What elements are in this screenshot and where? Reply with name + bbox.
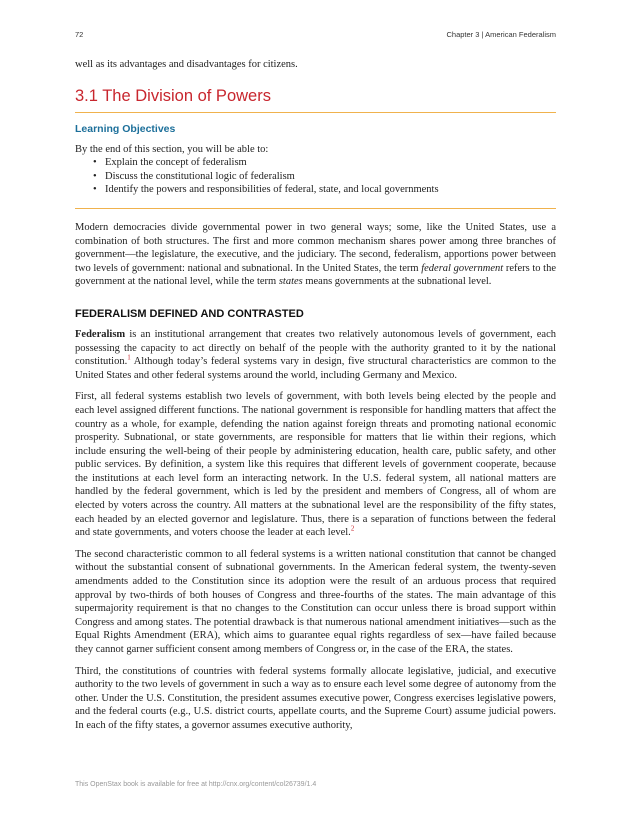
footnote-link-2[interactable]: 2 xyxy=(350,524,355,533)
footer-note: This OpenStax book is available for free at http://cnx.org/content/col26739/1.4 xyxy=(75,781,317,788)
list-item: • Discuss the constitutional logic of federalism xyxy=(105,170,556,184)
page-content xyxy=(75,58,556,741)
learning-objectives-list xyxy=(75,156,556,197)
intro-line: well as its advantages and disadvantages for citizens. xyxy=(75,59,298,70)
term-states: states xyxy=(278,276,303,288)
term-federal-government: federal government xyxy=(421,262,504,274)
learning-objectives-title: Learning Objectives xyxy=(75,122,176,135)
paragraph-second-characteristic: The second characteristic common to all federal systems is a written national constitution that cannot be changed without the substantial consent of subnational governments. In the American federal system, the twenty-seven amendments added to the Constitution since its adoption were the result of an arduous process that required approval by two-thirds of both houses of Congress and three-fourths of the states. The main advantage of this supermajority requirement is that no changes to the Constitution can occur unless there is broad support within Congress and among states. The potential drawback is that numerous national amendment initiatives—such as the Equal Rights Amendment (ERA), which aims to guarantee equal rights regardless of sex—have failed because they cannot garner sufficient consent among members of Congress or, in the case of the ERA, the states. xyxy=(75,548,556,655)
learning-objectives-intro: By the end of this section, you will be able to: xyxy=(75,143,269,155)
paragraph-third-characteristic: Third, the constitutions of countries with federal systems formally allocate legislative, judicial, and executive authority to the two levels of government in such a way as to ensure each level some degree of autonomy from the other. Under the U.S. Constitution, the president assumes executive power, Congress exercises legislative powers, and the federal courts (e.g., U.S. district courts, appellate courts, and the Supreme Court) assume judicial powers. In each of the fifty states, a governor assumes executive authority, xyxy=(75,665,556,731)
paragraph-division-of-powers: Modern democracies divide governmental power in two general ways; some, like the United States, use a combination of both structures. The first and more common mechanism shares power among three branches of government—the legislature, the executive, and the judiciary. The second, federalism, apportions power between two levels of government: national and subnational. In the United States, the term federal government refers to the government at the national level, while the term states means governments at the subnational level. xyxy=(75,221,556,288)
learning-objectives-box xyxy=(75,123,556,209)
paragraph-first-characteristic: First, all federal systems establish two levels of government, with both levels being elected by the people and each level assigned different functions. The national government is responsible for handling matters that affect the country as a whole, for example, defending the nation against foreign threats and promoting national economic prosperity. Subnational, or state governments, are responsible for matters that lie within their regions, which include ensuring the well-being of their people by administering education, health care, public safety, and other public services. By definition, a system like this requires that different levels of government cooperate, because the institutions at each level form an interacting network. In the U.S. federal system, all national matters are handled by the federal government, which is led by the president and members of Congress, all of whom are elected by voters across the country. All matters at the subnational level are the responsibility of the fifty states, each headed by an elected governor and legislature. Thus, there is a separation of functions between the federal and state governments, and voters choose the leader at each level.$^2$ xyxy=(75,391,556,539)
footnote-link-1[interactable]: 1 xyxy=(127,353,131,362)
page-number: 72 xyxy=(75,30,84,39)
list-item: • Identify the powers and responsibilities of federal, state, and local governments xyxy=(105,183,556,197)
chapter-header: Chapter 3 | American Federalism xyxy=(446,30,556,39)
list-item: • Explain the concept of federalism xyxy=(105,156,556,170)
term-federalism: Federalism xyxy=(75,328,126,340)
paragraph-federalism-definition: Federalism is an institutional arrangement that creates two relatively autonomous levels of government, each possessing the capacity to act directly on behalf of the people with the authority granted to it by the national constitution.$^1$ Although today’s federal systems vary in design, five structural characteristics are common to the United States and other federal systems around the world, including Germany and Mexico. xyxy=(75,328,556,381)
section-title: 3.1 The Division of Powers xyxy=(75,87,556,113)
subheading-federalism-defined: FEDERALISM DEFINED AND CONTRASTED xyxy=(75,307,304,320)
